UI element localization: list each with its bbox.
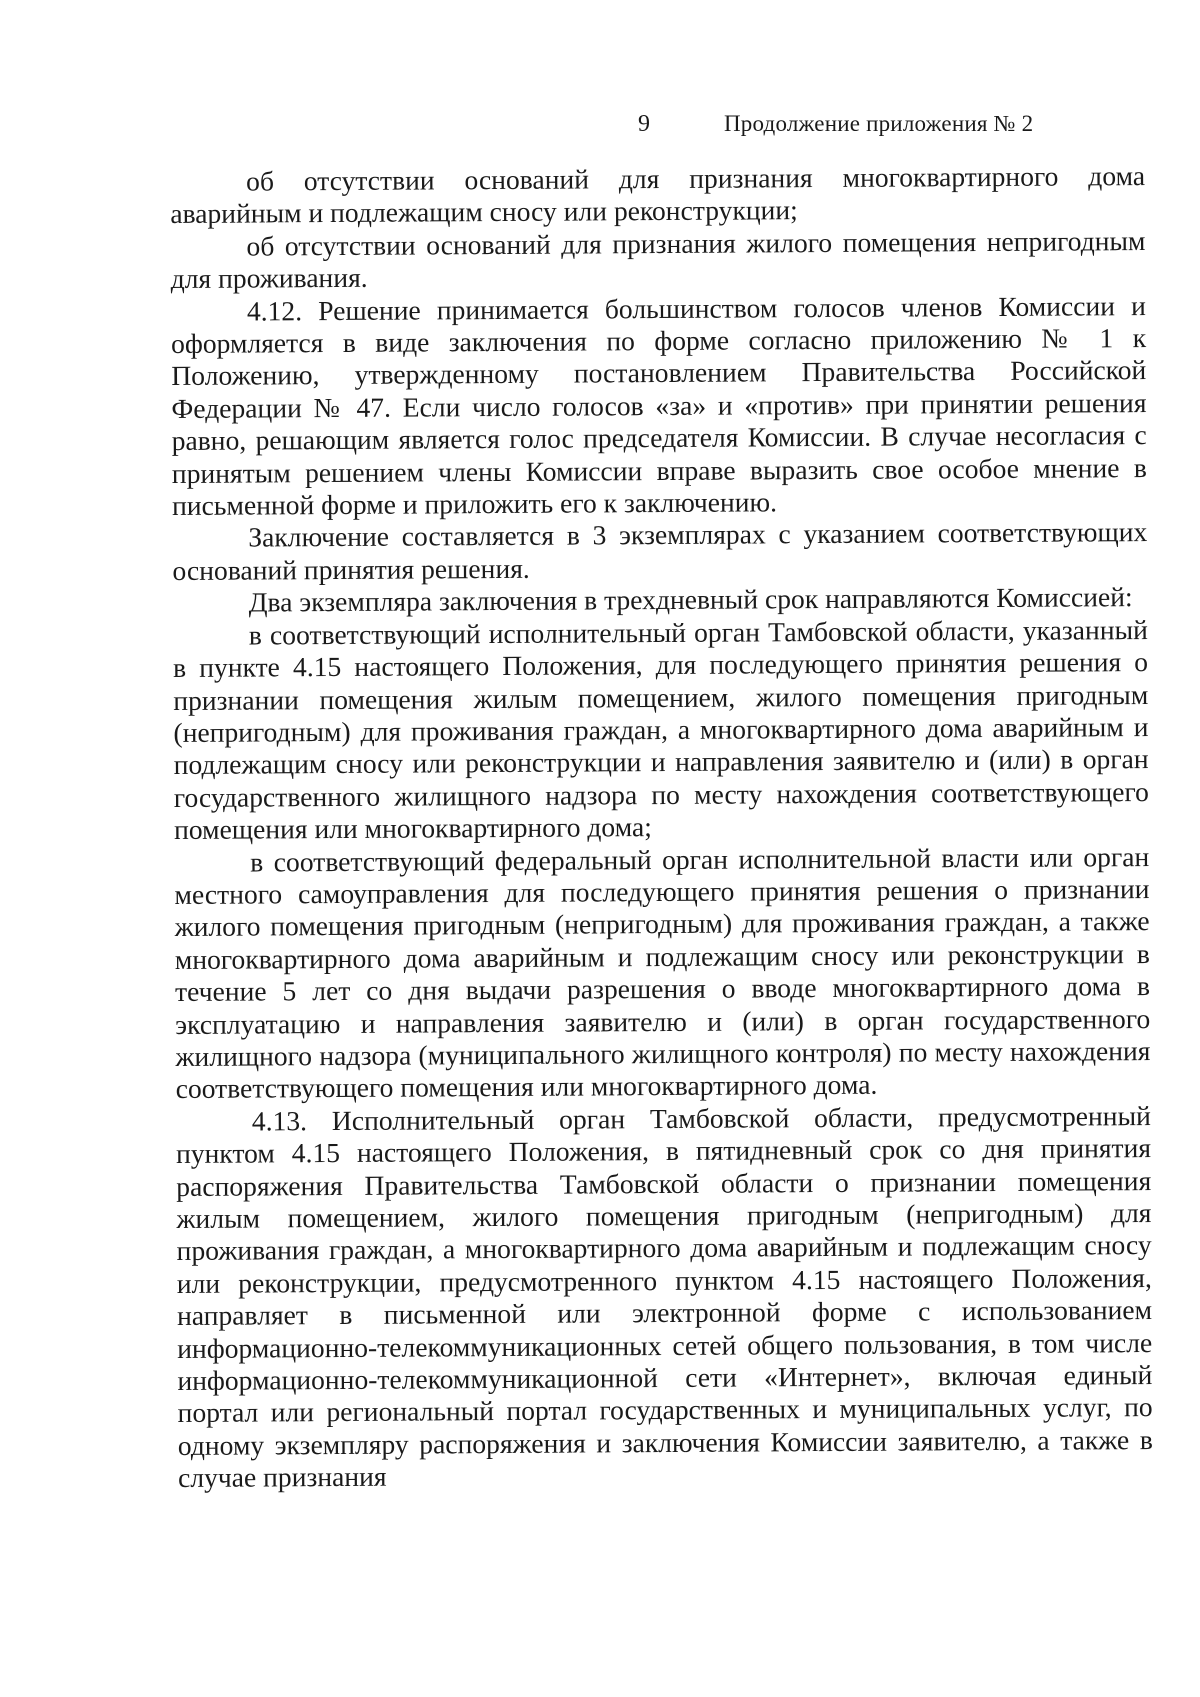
paragraph: в соответствующий исполнительный орган Тамбовской области, указанный в пункте 4.15 настоящего Положения, для последующего принятия решения о признании помещения жилым помещением, жилого помещения пригодным (непригодным) для проживания граждан, а многоквартирного дома аварийным и подлежащим сносу или реконструкции и направления заявителю и (или) в орган государственного жилищного надзора по месту нахождения соответствующего помещения или многоквартирного дома; <box>172 613 1149 846</box>
appendix-continuation-note: Продолжение приложения № 2 <box>724 111 1034 136</box>
page-number: 9 <box>638 111 650 137</box>
document-body <box>170 160 1153 1495</box>
paragraph-4-12: 4.12. Решение принимается большинством голосов членов Комиссии и оформляется в виде заключения по форме согласно приложению № 1 к Положению, утвержденному постановлением Правительства Российской Федерации № 47. Если число голосов «за» и «против» при принятии решения равно, решающим является голос председателя Комиссии. В случае несогласия с принятым решением члены Комиссии вправе выразить свое особое мнение в письменной форме и приложить его к заключению. <box>170 289 1147 522</box>
paragraph: об отсутствии оснований для признания жилого помещения непригодным для проживания. <box>170 224 1146 295</box>
paragraph: Заключение составляется в 3 экземплярах с указанием соответствующих оснований принятия решения. <box>172 516 1148 586</box>
paragraph: Два экземпляра заключения в трехдневный срок направляются Комиссией: <box>248 581 1133 618</box>
paragraph: об отсутствии оснований для признания многоквартирного дома аварийным и подлежащим сносу или реконструкции; <box>170 160 1146 230</box>
paragraph: в соответствующий федеральный орган исполнительной власти или орган местного самоуправления для последующего принятия решения о признании жилого помещения пригодным (непригодным) для проживания граждан, а также многоквартирного дома аварийным и подлежащим сносу или реконструкции в течение 5 лет со дня выдачи разрешения о вводе многоквартирного дома в эксплуатацию и направления заявителю и (или) в орган государственного жилищного надзора (муниципального жилищного контроля) по месту нахождения соответствующего помещения или многоквартирного дома. <box>174 840 1151 1105</box>
paragraph-4-13: 4.13. Исполнительный орган Тамбовской области, предусмотренный пунктом 4.15 настоящего Положения, в пятидневный срок со дня принятия распоряжения Правительства Тамбовской области о признании помещения жилым помещением, жилого помещения пригодным (непригодным) для проживания граждан, а многоквартирного дома аварийным и подлежащим сносу или реконструкции, предусмотренного пунктом 4.15 настоящего Положения, направляет в письменной или электронной форме с использованием информационно-телекоммуникационных сетей общего пользования, в том числе информационно-телекоммуникационной сети «Интернет», включая единый портал или региональный портал государственных и муниципальных услуг, по одному экземпляру распоряжения и заключения Комиссии заявителю, а также в случае признания <box>175 1099 1153 1494</box>
